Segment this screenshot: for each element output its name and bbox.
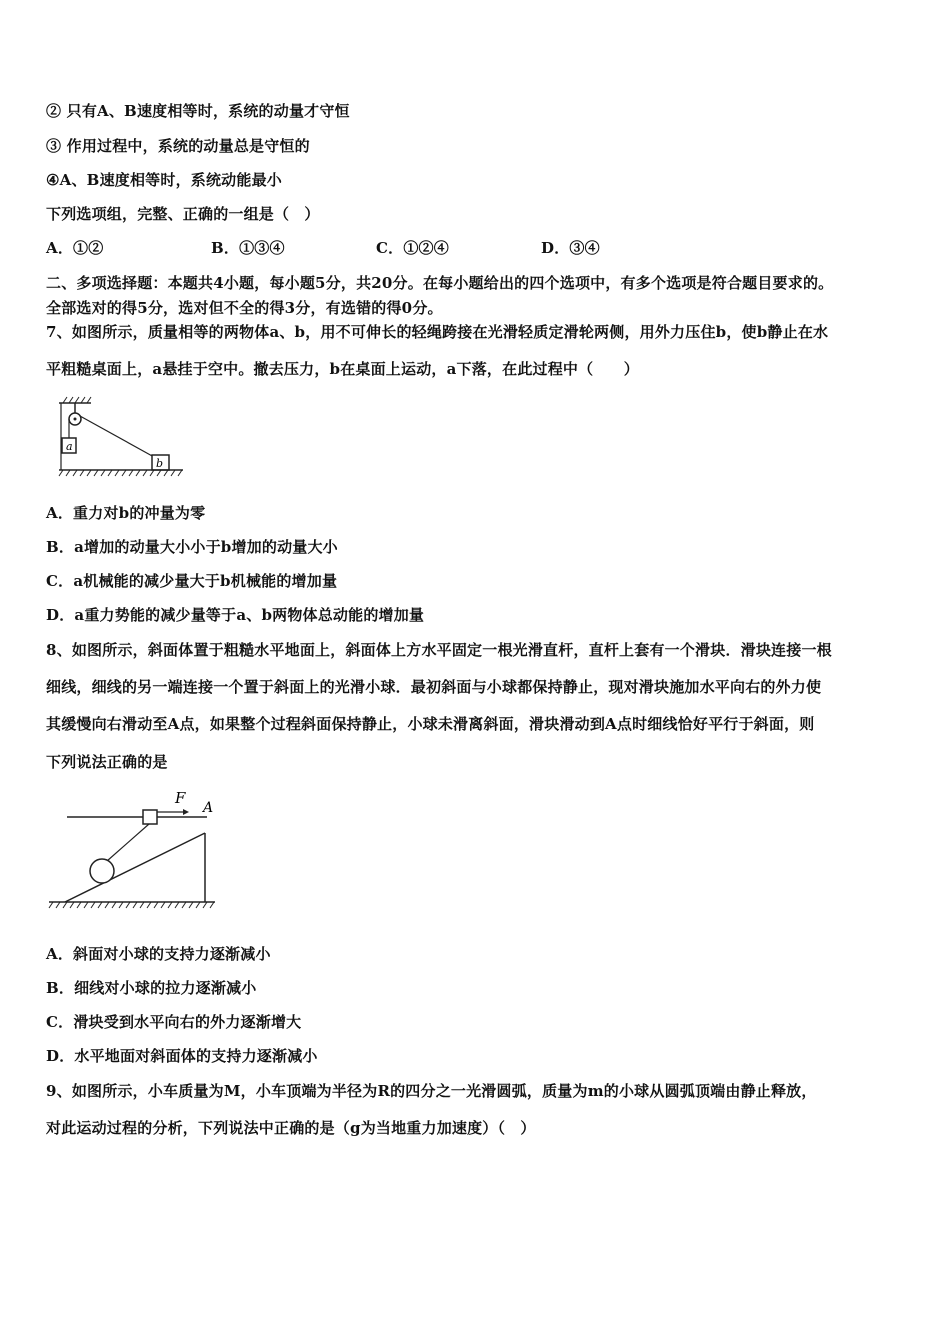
q8-option-b: B．细线对小球的拉力逐渐减小 bbox=[46, 979, 257, 997]
label-a: a bbox=[66, 440, 73, 453]
slider-block bbox=[143, 810, 157, 824]
q7-line2: 平粗糙桌面上，a悬挂于空中。撤去压力，b在桌面上运动，a下落，在此过程中（ ） bbox=[46, 360, 639, 378]
q8-option-a: A．斜面对小球的支持力逐渐减小 bbox=[46, 945, 271, 963]
q8-line3: 其缓慢向右滑动至A点，如果整个过程斜面保持静止，小球未滑离斜面，滑块滑动到A点时细线恰好平行于斜面，则 bbox=[46, 715, 815, 733]
table-hatch bbox=[59, 470, 182, 476]
statement-2: ② 只有A、B速度相等时，系统的动量才守恒 bbox=[46, 102, 350, 120]
q8-option-d: D．水平地面对斜面体的支持力逐渐减小 bbox=[46, 1047, 318, 1065]
q6-choice-d: D．③④ bbox=[541, 239, 600, 257]
statement-4: ④A、B速度相等时，系统动能最小 bbox=[46, 171, 282, 189]
incline-slope bbox=[65, 833, 205, 902]
statement-3: ③ 作用过程中，系统的动量总是守恒的 bbox=[46, 137, 310, 155]
incline-figure bbox=[45, 785, 225, 915]
force-arrowhead bbox=[183, 809, 189, 815]
section2-line2: 全部选对的得5分，选对但不全的得3分，有选错的得0分。 bbox=[46, 299, 443, 317]
label-F: F bbox=[175, 789, 186, 807]
label-A: A bbox=[203, 800, 214, 816]
pulley-figure bbox=[55, 395, 190, 480]
q6-choice-a: A．①② bbox=[46, 239, 104, 257]
q6-prompt: 下列选项组，完整、正确的一组是（ ） bbox=[46, 205, 320, 223]
thread-line bbox=[107, 824, 149, 861]
ceiling-hatch bbox=[63, 397, 91, 403]
q9-line2: 对此运动过程的分析，下列说法中正确的是（g为当地重力加速度）（ ） bbox=[46, 1119, 536, 1137]
q7-option-b: B．a增加的动量大小小于b增加的动量大小 bbox=[46, 538, 338, 556]
q7-line1: 7、如图所示，质量相等的两物体a、b，用不可伸长的轻绳跨接在光滑轻质定滑轮两侧，用外力压住b，使b静止在水 bbox=[46, 323, 829, 341]
small-ball bbox=[90, 859, 114, 883]
q8-line2: 细线，细线的另一端连接一个置于斜面上的光滑小球．最初斜面与小球都保持静止，现对滑块施加水平向右的外力使 bbox=[46, 678, 822, 696]
q9-line1: 9、如图所示，小车质量为M，小车顶端为半径为R的四分之一光滑圆弧，质量为m的小球从圆弧顶端由静止释放， bbox=[46, 1082, 817, 1100]
q6-choice-c: C．①②④ bbox=[376, 239, 449, 257]
q8-option-c: C．滑块受到水平向右的外力逐渐增大 bbox=[46, 1013, 302, 1031]
section2-line1: 二、多项选择题：本题共4小题，每小题5分，共20分。在每小题给出的四个选项中，有多个选项是符合题目要求的。 bbox=[46, 274, 834, 292]
q7-option-a: A．重力对b的冲量为零 bbox=[46, 504, 206, 522]
q6-choices bbox=[46, 237, 706, 259]
q7-option-d: D．a重力势能的减少量等于a、b两物体总动能的增加量 bbox=[46, 606, 425, 624]
label-b: b bbox=[156, 457, 164, 470]
rope-b bbox=[80, 416, 154, 457]
q8-line4: 下列说法正确的是 bbox=[46, 753, 168, 771]
q7-option-c: C．a机械能的减少量大于b机械能的增加量 bbox=[46, 572, 338, 590]
ground-hatch bbox=[49, 902, 214, 908]
q6-choice-b: B．①③④ bbox=[211, 239, 285, 257]
q8-line1: 8、如图所示，斜面体置于粗糙水平地面上，斜面体上方水平固定一根光滑直杆，直杆上套有一个滑块．滑块连接一根 bbox=[46, 641, 832, 659]
